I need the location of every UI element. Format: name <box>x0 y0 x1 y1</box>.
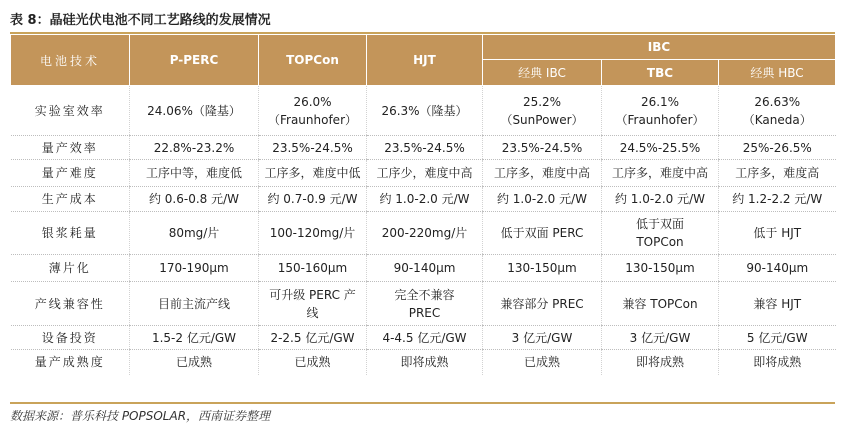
table-cell <box>130 255 259 282</box>
cell-line: 150-160μm <box>277 261 348 275</box>
table-cell <box>259 350 367 375</box>
cell-line: 工序中等，难度低 <box>145 166 242 180</box>
table-cell <box>367 255 483 282</box>
cell-line: 约 1.0-2.0 元/W <box>379 192 470 206</box>
cell-line: 23.5%-24.5% <box>384 140 465 155</box>
table-cell <box>719 136 836 160</box>
row-label: 银浆耗量 <box>11 212 130 255</box>
row-label: 生产成本 <box>11 187 130 212</box>
cell-line: 26.63% <box>754 94 801 109</box>
table-row <box>11 86 836 136</box>
table-cell <box>483 282 602 326</box>
cell-line: 200-220mg/片 <box>381 226 468 240</box>
table-cell <box>602 86 719 136</box>
row-label: 产线兼容性 <box>11 282 130 326</box>
cell-line: （Kaneda） <box>742 112 812 127</box>
cell-line: 低于双面 <box>635 217 684 231</box>
table-cell <box>602 160 719 187</box>
table-cell <box>483 160 602 187</box>
table-cell <box>259 326 367 350</box>
table-cell <box>719 326 836 350</box>
table-cell <box>483 212 602 255</box>
row-label: 薄片化 <box>11 255 130 282</box>
header-hbc-classic: 经典 HBC <box>719 60 836 86</box>
cell-line: 兼容 HJT <box>753 296 802 311</box>
table-cell <box>367 160 483 187</box>
cell-line: 已成熟 <box>294 355 331 370</box>
cell-line: 24.5%-25.5% <box>619 140 701 155</box>
cell-line: TOPCon <box>636 235 684 249</box>
table-row <box>11 255 836 282</box>
cell-line: 工序多，难度中高 <box>611 166 708 180</box>
table-cell <box>602 187 719 212</box>
table-cell <box>259 282 367 326</box>
cell-line: （SunPower） <box>500 112 584 127</box>
row-label: 量产效率 <box>11 136 130 160</box>
cell-line: 工序少，难度中高 <box>376 166 473 180</box>
cell-line: 线 <box>306 305 319 320</box>
table-cell <box>259 160 367 187</box>
table-cell <box>602 136 719 160</box>
cell-line: 24.06%（隆基） <box>147 103 241 118</box>
cell-line: 25.2% <box>522 94 562 109</box>
table-row <box>11 350 836 375</box>
table-cell <box>602 212 719 255</box>
header-ibc: IBC <box>483 35 836 60</box>
cell-line: 100-120mg/片 <box>269 226 356 240</box>
bottom-rule <box>10 402 835 404</box>
table-cell <box>367 86 483 136</box>
cell-line: 26.1% <box>640 94 680 109</box>
table-cell <box>367 212 483 255</box>
table-cell <box>130 187 259 212</box>
cell-line: 工序多，难度高 <box>735 166 820 180</box>
cell-line: 1.5-2 亿元/GW <box>151 330 237 345</box>
table-cell <box>259 86 367 136</box>
cell-line: 目前主流产线 <box>157 296 230 311</box>
table-cell <box>602 282 719 326</box>
cell-line: 约 1.2-2.2 元/W <box>732 192 823 206</box>
cell-line: 130-150μm <box>507 261 577 275</box>
cell-line: 3 亿元/GW <box>629 330 691 345</box>
cell-line: 80mg/片 <box>168 226 220 240</box>
cell-line: 兼容 TOPCon <box>622 296 698 311</box>
comparison-table <box>10 34 836 375</box>
table-cell <box>483 326 602 350</box>
table-row <box>11 212 836 255</box>
table-cell <box>367 326 483 350</box>
table-cell <box>367 350 483 375</box>
cell-line: 26.0% <box>293 94 332 109</box>
cell-line: （Fraunhofer） <box>615 112 705 127</box>
row-label: 量产难度 <box>11 160 130 187</box>
cell-line: 2-2.5 亿元/GW <box>270 330 355 345</box>
cell-line: 4-4.5 亿元/GW <box>382 330 467 345</box>
cell-line: 3 亿元/GW <box>511 330 573 345</box>
cell-line: 低于 HJT <box>753 226 802 240</box>
table-cell <box>130 136 259 160</box>
table-row <box>11 160 836 187</box>
cell-line: 即将成熟 <box>635 355 684 370</box>
table-cell <box>602 350 719 375</box>
table-row <box>11 282 836 326</box>
source-note: 数据来源：普乐科技 POPSOLAR，西南证券整理 <box>10 409 271 423</box>
table-cell <box>367 282 483 326</box>
table-cell <box>130 160 259 187</box>
table-cell <box>259 187 367 212</box>
table-cell <box>719 187 836 212</box>
table-cell <box>483 187 602 212</box>
header-label: 电池技术 <box>11 35 130 86</box>
cell-line: 即将成熟 <box>753 355 802 370</box>
table-cell <box>367 187 483 212</box>
header-hjt: HJT <box>367 35 483 86</box>
table-cell <box>483 136 602 160</box>
cell-line: 兼容部分 PREC <box>500 296 584 311</box>
cell-line: 即将成熟 <box>400 355 449 370</box>
table-cell <box>602 255 719 282</box>
table-cell <box>130 326 259 350</box>
cell-line: 已成熟 <box>523 355 560 370</box>
cell-line: 低于双面 PERC <box>500 226 584 240</box>
table-cell <box>483 86 602 136</box>
table-body <box>11 86 836 375</box>
table-cell <box>130 212 259 255</box>
cell-line: 已成熟 <box>175 355 212 370</box>
table-cell <box>259 212 367 255</box>
cell-line: 26.3%（隆基） <box>381 103 468 118</box>
table-cell <box>130 350 259 375</box>
table-row <box>11 136 836 160</box>
table-cell <box>483 255 602 282</box>
row-label: 量产成熟度 <box>34 355 105 370</box>
table-row <box>11 187 836 212</box>
cell-line: 5 亿元/GW <box>746 330 808 345</box>
cell-line: PREC <box>408 305 441 320</box>
cell-line: 22.8%-23.2% <box>153 140 235 155</box>
table-cell <box>367 136 483 160</box>
table-cell <box>719 160 836 187</box>
table-cell <box>719 350 836 375</box>
cell-line: 约 0.6-0.8 元/W <box>148 192 240 206</box>
table-cell <box>130 282 259 326</box>
cell-line: 可升级 PERC 产 <box>269 287 356 302</box>
cell-line: 90-140μm <box>746 261 809 275</box>
table-cell <box>130 86 259 136</box>
row-label: 设备投资 <box>11 326 130 350</box>
table-cell <box>719 282 836 326</box>
table-row <box>11 326 836 350</box>
cell-line: 约 1.0-2.0 元/W <box>614 192 706 206</box>
cell-line: 90-140μm <box>393 261 456 275</box>
table-cell <box>602 326 719 350</box>
table-cell <box>259 136 367 160</box>
header-ibc-classic: 经典 IBC <box>483 60 602 86</box>
header-tbc: TBC <box>602 60 719 86</box>
cell-line: 130-150μm <box>625 261 695 275</box>
cell-line: 完全不兼容 <box>394 287 455 302</box>
table-caption: 表 8：晶硅光伏电池不同工艺路线的发展情况 <box>10 13 271 28</box>
cell-line: 23.5%-24.5% <box>272 140 353 155</box>
cell-line: 约 0.7-0.9 元/W <box>267 192 358 206</box>
cell-line: 25%-26.5% <box>742 140 812 155</box>
table-cell <box>719 255 836 282</box>
cell-line: （Fraunhofer） <box>267 112 358 127</box>
header-topcon: TOPCon <box>259 35 367 86</box>
cell-line: 170-190μm <box>159 261 229 275</box>
table-cell <box>719 212 836 255</box>
cell-line: 工序多，难度中低 <box>264 166 361 180</box>
table-cell <box>259 255 367 282</box>
row-label: 实验室效率 <box>11 86 130 136</box>
cell-line: 工序多，难度中高 <box>493 166 590 180</box>
table-cell <box>719 86 836 136</box>
table-cell <box>483 350 602 375</box>
cell-line: 约 1.0-2.0 元/W <box>496 192 588 206</box>
header-perc: P-PERC <box>130 35 259 86</box>
cell-line: 23.5%-24.5% <box>501 140 583 155</box>
